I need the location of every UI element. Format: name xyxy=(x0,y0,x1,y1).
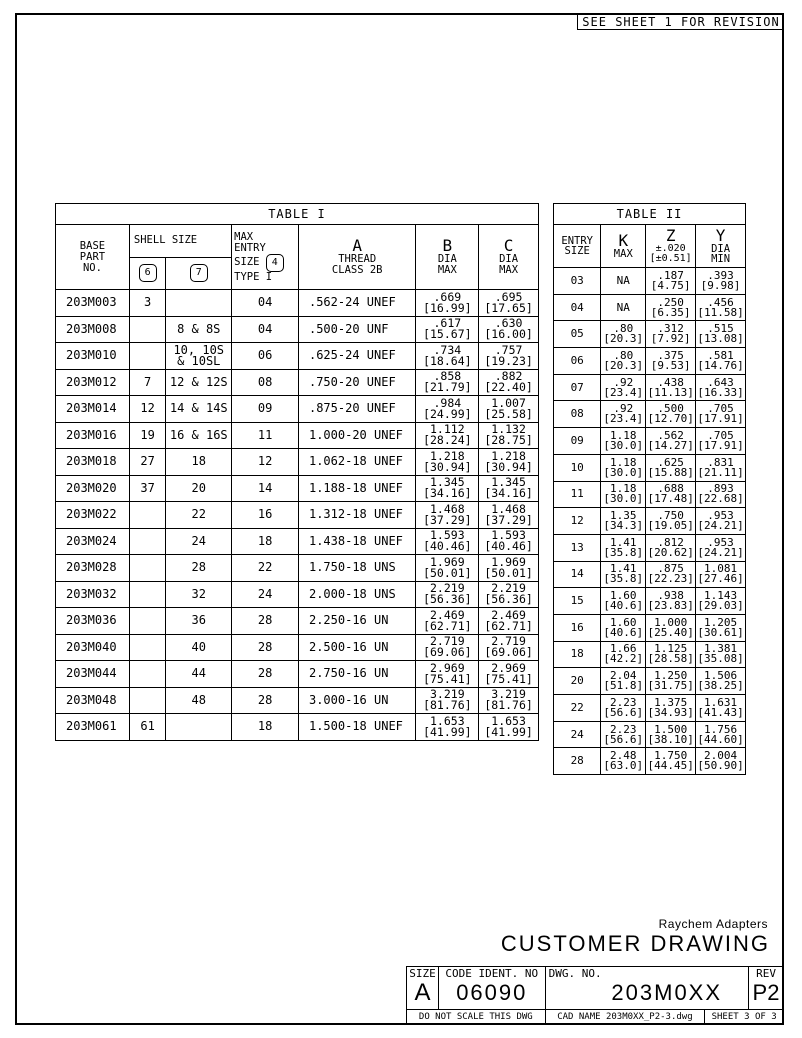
c-dia-max: 3.219 [81.76] xyxy=(479,687,539,714)
z-value: .438 [11.13] xyxy=(646,374,696,401)
z-value: .875 [22.23] xyxy=(646,561,696,588)
entry-size: 24 xyxy=(554,721,601,748)
shell-size-6: 61 xyxy=(129,714,165,741)
k-max: 1.18 [30.0] xyxy=(601,481,646,508)
shell-size-7 xyxy=(166,290,232,317)
table-1-row xyxy=(56,290,539,317)
c-dia-max: 1.593 [40.46] xyxy=(479,528,539,555)
table-2-row xyxy=(554,588,746,615)
z-value: 1.375 [34.93] xyxy=(646,695,696,722)
c-dia-max: .695 [17.65] xyxy=(479,290,539,317)
table-2-row xyxy=(554,428,746,455)
max-entry-size: 28 xyxy=(232,661,299,688)
do-not-scale-note: DO NOT SCALE THIS DWG xyxy=(407,1010,546,1024)
part-number: 203M048 xyxy=(56,687,130,714)
k-max: 1.60 [40.6] xyxy=(601,614,646,641)
sheet-number: SHEET 3 OF 3 xyxy=(705,1010,784,1024)
table-2-row xyxy=(554,268,746,295)
thread-spec: 2.250-16 UN xyxy=(298,608,415,635)
z-value: .812 [20.62] xyxy=(646,534,696,561)
k-max: 1.66 [42.2] xyxy=(601,641,646,668)
table-2-row xyxy=(554,321,746,348)
thread-spec: .562-24 UNEF xyxy=(298,290,415,317)
table-1-row xyxy=(56,449,539,476)
c-dia-max: 1.969 [50.01] xyxy=(479,555,539,582)
table-1-row xyxy=(56,422,539,449)
part-number: 203M028 xyxy=(56,555,130,582)
y-dia-min: 1.143 [29.03] xyxy=(696,588,746,615)
y-dia-min: .705 [17.91] xyxy=(696,428,746,455)
z-value: 1.500 [38.10] xyxy=(646,721,696,748)
c-dia-max: 2.969 [75.41] xyxy=(479,661,539,688)
shell-size-7: 8 & 8S xyxy=(166,316,232,343)
part-number: 203M018 xyxy=(56,449,130,476)
k-max: 1.41 [35.8] xyxy=(601,534,646,561)
shell-size-7: 10, 10S & 10SL xyxy=(166,343,232,370)
b-dia-header: B DIA MAX xyxy=(416,225,479,290)
table-2-row xyxy=(554,561,746,588)
z-value: .375 [9.53] xyxy=(646,348,696,375)
shell-size-6 xyxy=(129,687,165,714)
entry-size: 10 xyxy=(554,454,601,481)
k-max: .92 [23.4] xyxy=(601,374,646,401)
shell-size-7: 22 xyxy=(166,502,232,529)
table-1-row xyxy=(56,661,539,688)
note-4-hex-icon: 4 xyxy=(266,254,284,272)
part-number: 203M040 xyxy=(56,634,130,661)
part-number: 203M014 xyxy=(56,396,130,423)
shell-note-7 xyxy=(166,257,232,290)
part-number: 203M008 xyxy=(56,316,130,343)
z-value: .250 [6.35] xyxy=(646,294,696,321)
max-entry-size: 08 xyxy=(232,369,299,396)
b-dia-max: 3.219 [81.76] xyxy=(416,687,479,714)
shell-size-7: 28 xyxy=(166,555,232,582)
b-dia-max: .669 [16.99] xyxy=(416,290,479,317)
shell-size-7: 36 xyxy=(166,608,232,635)
b-dia-max: 2.469 [62.71] xyxy=(416,608,479,635)
table-2-row xyxy=(554,508,746,535)
y-dia-min: .515 [13.08] xyxy=(696,321,746,348)
entry-size: 03 xyxy=(554,268,601,295)
table-1-row xyxy=(56,316,539,343)
b-dia-max: .858 [21.79] xyxy=(416,369,479,396)
shell-size-7 xyxy=(166,714,232,741)
shell-size-6: 19 xyxy=(129,422,165,449)
b-dia-max: 2.969 [75.41] xyxy=(416,661,479,688)
part-number: 203M010 xyxy=(56,343,130,370)
b-dia-max: 1.112 [28.24] xyxy=(416,422,479,449)
thread-spec: .750-20 UNEF xyxy=(298,369,415,396)
thread-spec: 1.062-18 UNEF xyxy=(298,449,415,476)
k-max: .92 [23.4] xyxy=(601,401,646,428)
max-entry-size: 14 xyxy=(232,475,299,502)
table-2-row xyxy=(554,294,746,321)
max-entry-size: 04 xyxy=(232,316,299,343)
shell-size-7: 18 xyxy=(166,449,232,476)
y-header: Y DIA MIN xyxy=(696,225,746,268)
c-dia-max: 1.345 [34.16] xyxy=(479,475,539,502)
c-dia-max: 1.132 [28.75] xyxy=(479,422,539,449)
thread-spec: .625-24 UNEF xyxy=(298,343,415,370)
z-value: .312 [7.92] xyxy=(646,321,696,348)
table-1-title: TABLE I xyxy=(56,204,539,225)
table-1-row xyxy=(56,475,539,502)
table-1-row xyxy=(56,343,539,370)
k-max: .80 [20.3] xyxy=(601,321,646,348)
c-dia-max: 1.468 [37.29] xyxy=(479,502,539,529)
c-dia-max: 2.219 [56.36] xyxy=(479,581,539,608)
k-max: NA xyxy=(601,294,646,321)
y-dia-min: .581 [14.76] xyxy=(696,348,746,375)
y-dia-min: .831 [21.11] xyxy=(696,454,746,481)
thread-spec: 1.750-18 UNS xyxy=(298,555,415,582)
size-cell: SIZE A xyxy=(407,967,439,1010)
table-1-row xyxy=(56,581,539,608)
z-value: 1.750 [44.45] xyxy=(646,748,696,775)
b-dia-max: 1.653 [41.99] xyxy=(416,714,479,741)
part-number: 203M032 xyxy=(56,581,130,608)
table-2-row xyxy=(554,641,746,668)
b-dia-max: .617 [15.67] xyxy=(416,316,479,343)
max-entry-size: 18 xyxy=(232,528,299,555)
b-dia-max: 1.593 [40.46] xyxy=(416,528,479,555)
b-dia-max: 2.219 [56.36] xyxy=(416,581,479,608)
max-entry-size: 09 xyxy=(232,396,299,423)
z-value: 1.125 [28.58] xyxy=(646,641,696,668)
z-header: Z ±.020 [±0.51] xyxy=(646,225,696,268)
z-value: .500 [12.70] xyxy=(646,401,696,428)
entry-size: 06 xyxy=(554,348,601,375)
thread-spec: 2.750-16 UN xyxy=(298,661,415,688)
thread-spec: 1.500-18 UNEF xyxy=(298,714,415,741)
max-entry-size: 06 xyxy=(232,343,299,370)
entry-size: 14 xyxy=(554,561,601,588)
max-entry-size: 11 xyxy=(232,422,299,449)
part-number: 203M036 xyxy=(56,608,130,635)
table-2-row xyxy=(554,614,746,641)
c-dia-max: 1.653 [41.99] xyxy=(479,714,539,741)
table-1-row xyxy=(56,369,539,396)
c-dia-max: 1.007 [25.58] xyxy=(479,396,539,423)
shell-size-7: 48 xyxy=(166,687,232,714)
table-2 xyxy=(553,203,746,775)
max-entry-size: 28 xyxy=(232,687,299,714)
b-dia-max: 1.468 [37.29] xyxy=(416,502,479,529)
shell-size-7: 20 xyxy=(166,475,232,502)
thread-spec: 1.438-18 UNEF xyxy=(298,528,415,555)
revision-note: SEE SHEET 1 FOR REVISION xyxy=(577,15,784,30)
shell-size-6 xyxy=(129,528,165,555)
entry-size: 05 xyxy=(554,321,601,348)
z-value: .562 [14.27] xyxy=(646,428,696,455)
entry-size: 18 xyxy=(554,641,601,668)
thread-spec: 1.312-18 UNEF xyxy=(298,502,415,529)
shell-size-6 xyxy=(129,581,165,608)
part-number: 203M003 xyxy=(56,290,130,317)
y-dia-min: 1.381 [35.08] xyxy=(696,641,746,668)
max-entry-size: 18 xyxy=(232,714,299,741)
k-max: 2.04 [51.8] xyxy=(601,668,646,695)
shell-size-6: 3 xyxy=(129,290,165,317)
y-dia-min: .953 [24.21] xyxy=(696,508,746,535)
shell-size-6: 27 xyxy=(129,449,165,476)
max-entry-header: MAX ENTRY SIZE 4 TYPE I xyxy=(232,225,299,290)
b-dia-max: 1.345 [34.16] xyxy=(416,475,479,502)
k-max: 1.41 [35.8] xyxy=(601,561,646,588)
c-dia-max: .882 [22.40] xyxy=(479,369,539,396)
entry-size: 11 xyxy=(554,481,601,508)
entry-size: 07 xyxy=(554,374,601,401)
z-value: .625 [15.88] xyxy=(646,454,696,481)
c-dia-header: C DIA MAX xyxy=(479,225,539,290)
entry-size: 12 xyxy=(554,508,601,535)
y-dia-min: 1.756 [44.60] xyxy=(696,721,746,748)
table-1-row xyxy=(56,608,539,635)
shell-size-6: 12 xyxy=(129,396,165,423)
table-2-row xyxy=(554,454,746,481)
z-value: 1.000 [25.40] xyxy=(646,614,696,641)
table-2-row xyxy=(554,374,746,401)
shell-note-6 xyxy=(129,257,165,290)
part-number: 203M024 xyxy=(56,528,130,555)
c-dia-max: 1.218 [30.94] xyxy=(479,449,539,476)
table-2-row xyxy=(554,348,746,375)
table-1-row xyxy=(56,714,539,741)
note-6-hex-icon: 6 xyxy=(139,264,157,282)
z-value: .938 [23.83] xyxy=(646,588,696,615)
max-entry-size: 04 xyxy=(232,290,299,317)
base-part-header: BASE PART NO. xyxy=(56,225,130,290)
k-max: 2.23 [56.6] xyxy=(601,721,646,748)
entry-size: 13 xyxy=(554,534,601,561)
shell-size-7: 40 xyxy=(166,634,232,661)
y-dia-min: .456 [11.58] xyxy=(696,294,746,321)
k-max: 1.18 [30.0] xyxy=(601,428,646,455)
c-dia-max: 2.719 [69.06] xyxy=(479,634,539,661)
shell-size-7: 14 & 14S xyxy=(166,396,232,423)
y-dia-min: 2.004 [50.90] xyxy=(696,748,746,775)
entry-size: 09 xyxy=(554,428,601,455)
k-max: 1.60 [40.6] xyxy=(601,588,646,615)
title-block xyxy=(406,966,784,1024)
shell-size-6 xyxy=(129,661,165,688)
max-entry-size: 16 xyxy=(232,502,299,529)
company-name: Raychem Adapters xyxy=(658,917,768,931)
table-1 xyxy=(55,203,539,741)
b-dia-max: 1.218 [30.94] xyxy=(416,449,479,476)
max-entry-size: 28 xyxy=(232,608,299,635)
rev-cell: REV P2 xyxy=(749,967,784,1010)
shell-size-6 xyxy=(129,502,165,529)
dwg-no-cell: DWG. NO. 203M0XX xyxy=(545,967,748,1010)
z-value: .750 [19.05] xyxy=(646,508,696,535)
y-dia-min: 1.081 [27.46] xyxy=(696,561,746,588)
y-dia-min: 1.506 [38.25] xyxy=(696,668,746,695)
shell-size-header: SHELL SIZE xyxy=(129,225,231,258)
table-1-row xyxy=(56,396,539,423)
table-1-row xyxy=(56,687,539,714)
z-value: .688 [17.48] xyxy=(646,481,696,508)
thread-spec: 2.500-16 UN xyxy=(298,634,415,661)
y-dia-min: .393 [9.98] xyxy=(696,268,746,295)
z-value: 1.250 [31.75] xyxy=(646,668,696,695)
part-number: 203M022 xyxy=(56,502,130,529)
table-1-row xyxy=(56,555,539,582)
thread-spec: 2.000-18 UNS xyxy=(298,581,415,608)
b-dia-max: .984 [24.99] xyxy=(416,396,479,423)
thread-spec: 1.188-18 UNEF xyxy=(298,475,415,502)
shell-size-6 xyxy=(129,343,165,370)
y-dia-min: .893 [22.68] xyxy=(696,481,746,508)
shell-size-6 xyxy=(129,608,165,635)
part-number: 203M061 xyxy=(56,714,130,741)
shell-size-6 xyxy=(129,316,165,343)
y-dia-min: 1.631 [41.43] xyxy=(696,695,746,722)
y-dia-min: .705 [17.91] xyxy=(696,401,746,428)
table-1-row xyxy=(56,528,539,555)
k-max: NA xyxy=(601,268,646,295)
thread-spec: .500-20 UNF xyxy=(298,316,415,343)
table-2-row xyxy=(554,401,746,428)
part-number: 203M016 xyxy=(56,422,130,449)
shell-size-6 xyxy=(129,555,165,582)
k-max: 1.18 [30.0] xyxy=(601,454,646,481)
shell-size-7: 16 & 16S xyxy=(166,422,232,449)
table-1-row xyxy=(56,634,539,661)
entry-size: 16 xyxy=(554,614,601,641)
table-1-row xyxy=(56,502,539,529)
part-number: 203M044 xyxy=(56,661,130,688)
table-2-row xyxy=(554,668,746,695)
shell-size-6 xyxy=(129,634,165,661)
part-number: 203M012 xyxy=(56,369,130,396)
b-dia-max: 2.719 [69.06] xyxy=(416,634,479,661)
shell-size-6: 37 xyxy=(129,475,165,502)
max-entry-size: 22 xyxy=(232,555,299,582)
part-number: 203M020 xyxy=(56,475,130,502)
thread-header: A THREAD CLASS 2B xyxy=(298,225,415,290)
table-2-row xyxy=(554,748,746,775)
cad-name: CAD NAME 203M0XX_P2-3.dwg xyxy=(545,1010,705,1024)
entry-size: 22 xyxy=(554,695,601,722)
code-ident-cell: CODE IDENT. NO 06090 xyxy=(438,967,545,1010)
table-2-row xyxy=(554,695,746,722)
entry-size: 15 xyxy=(554,588,601,615)
drawing-type: CUSTOMER DRAWING xyxy=(500,931,770,956)
shell-size-7: 32 xyxy=(166,581,232,608)
b-dia-max: 1.969 [50.01] xyxy=(416,555,479,582)
z-value: .187 [4.75] xyxy=(646,268,696,295)
k-max: 2.48 [63.0] xyxy=(601,748,646,775)
note-7-hex-icon: 7 xyxy=(190,264,208,282)
table-2-row xyxy=(554,481,746,508)
shell-size-6: 7 xyxy=(129,369,165,396)
y-dia-min: .953 [24.21] xyxy=(696,534,746,561)
k-max: 1.35 [34.3] xyxy=(601,508,646,535)
entry-size: 08 xyxy=(554,401,601,428)
table-2-row xyxy=(554,534,746,561)
max-entry-size: 28 xyxy=(232,634,299,661)
entry-size: 04 xyxy=(554,294,601,321)
table-2-title: TABLE II xyxy=(554,204,746,225)
c-dia-max: .757 [19.23] xyxy=(479,343,539,370)
k-max: 2.23 [56.6] xyxy=(601,695,646,722)
max-entry-size: 12 xyxy=(232,449,299,476)
thread-spec: 3.000-16 UN xyxy=(298,687,415,714)
y-dia-min: 1.205 [30.61] xyxy=(696,614,746,641)
entry-size-header: ENTRY SIZE xyxy=(554,225,601,268)
table-2-row xyxy=(554,721,746,748)
entry-size: 28 xyxy=(554,748,601,775)
b-dia-max: .734 [18.64] xyxy=(416,343,479,370)
shell-size-7: 12 & 12S xyxy=(166,369,232,396)
thread-spec: 1.000-20 UNEF xyxy=(298,422,415,449)
c-dia-max: .630 [16.00] xyxy=(479,316,539,343)
c-dia-max: 2.469 [62.71] xyxy=(479,608,539,635)
shell-size-7: 44 xyxy=(166,661,232,688)
shell-size-7: 24 xyxy=(166,528,232,555)
entry-size: 20 xyxy=(554,668,601,695)
max-entry-size: 24 xyxy=(232,581,299,608)
k-header: K MAX xyxy=(601,225,646,268)
thread-spec: .875-20 UNEF xyxy=(298,396,415,423)
k-max: .80 [20.3] xyxy=(601,348,646,375)
y-dia-min: .643 [16.33] xyxy=(696,374,746,401)
